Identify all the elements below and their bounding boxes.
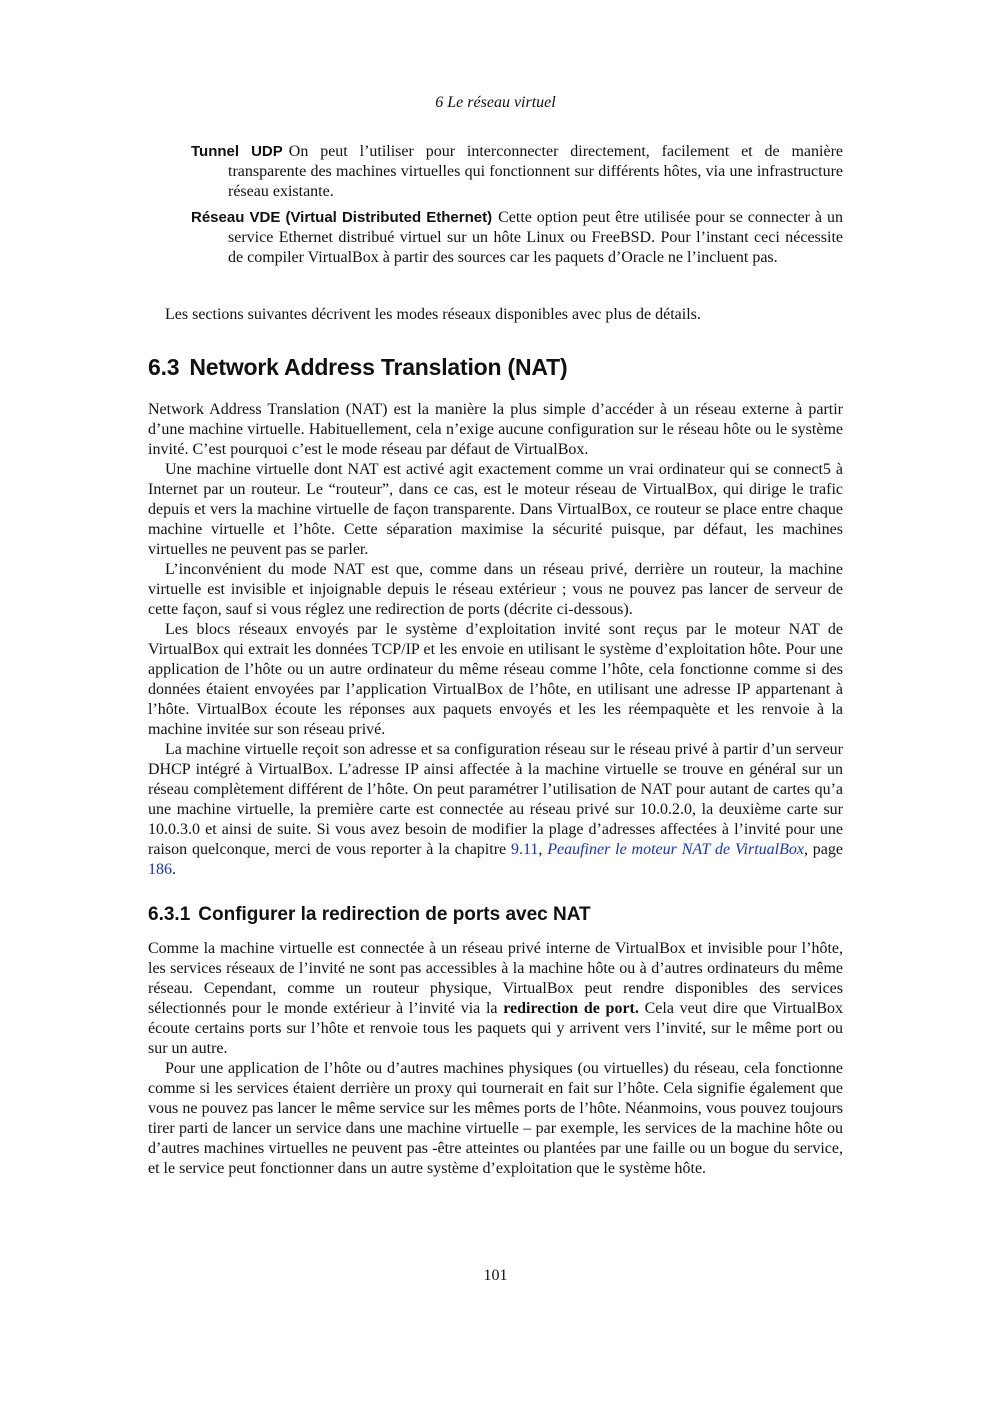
paragraph-text: La machine virtuelle reçoit son adresse et sa configuration réseau sur le réseau privé à partir d’un serveur DHCP intégré à VirtualBox. L’adresse IP ainsi affectée à la machine virtuelle se trouve en général sur un réseau complètement différent de l’hôte. On peut paramétrer l’utilisation de NAT pour autant de cartes qu’a une machine virtuelle, la première carte est connectée au réseau privé sur 10.0.2.0, la deuxième carte sur 10.0.3.0 et ainsi de suite. Si vous avez besoin de modifier la plage d’adresses affectées à l’invité pour une raison quelconque, merci de vous reporter à la chapitre	[148, 741, 843, 858]
paragraph: Une machine virtuelle dont NAT est activé agit exactement comme un vrai ordinateur qui se connect5 à Internet par un routeur. Le “routeur”, dans ce cas, est le moteur réseau de VirtualBox, qui dirige le trafic depuis et vers la machine virtuelle de façon transparente. Dans VirtualBox, ce routeur se place entre chaque machine virtuelle et l’hôte. Cette séparation maximise la sécurité puisque, par défaut, les machines virtuelles ne peuvent pas se parler.	[148, 461, 843, 558]
paragraph	[148, 740, 843, 880]
separator-text: ,	[538, 841, 548, 858]
definition-list	[191, 142, 843, 274]
paragraph: L’inconvénient du mode NAT est que, comme dans un réseau privé, derrière un routeur, la machine virtuelle est invisible et injoignable depuis le réseau extérieur ; vous ne pouvez pas lancer de serveur de cette façon, sauf si vous réglez une redirection de ports (décrite ci-dessous).	[148, 561, 843, 618]
subsection-body	[148, 939, 843, 1179]
section-title: Network Address Translation (NAT)	[189, 354, 568, 380]
paragraph: Pour une application de l’hôte ou d’autres machines physiques (ou virtuelles) du réseau, cela fonctionne comme si les services étaient derrière un proxy qui tournerait en fait sur l’hôte. Cela signifie également que vous ne pouvez pas lancer le même service sur les mêmes ports de l’hôte. Néanmoins, vous pouvez toujours tirer parti de lancer un service dans une machine virtuelle – par exemple, les services de la machine hôte ou d’autres machines virtuelles ne peuvent pas -être atteintes ou plantées par une faille ou un bogue du service, et le service peut fonctionner dans un autre système d’exploitation que le système hôte.	[148, 1060, 843, 1177]
definition-text: Cette option peut être utilisée pour se connecter à un service Ethernet distribué virtuel sur un hôte Linux ou FreeBSD. Pour l’instant ceci nécessite de compiler VirtualBox à partir des sources car les paquets d’Oracle ne l’incluent pas.	[228, 209, 843, 266]
subsection-title: Configurer la redirection de ports avec NAT	[198, 904, 591, 925]
definition-item	[191, 208, 843, 268]
paragraph-text: Cela veut dire que VirtualBox écoute certains ports sur l’hôte et renvoie tous les paquets qui y arrivent vers l’invité, sur le même port ou sur un autre.	[148, 1000, 843, 1057]
subsection-number: 6.3.1	[148, 904, 191, 925]
paragraph: Network Address Translation (NAT) est la manière la plus simple d’accéder à un réseau externe à partir d’une machine virtuelle. Habituellement, cela n’exige aucune configuration sur le réseau hôte ou le système invité. C’est pourquoi c’est le mode réseau par défaut de VirtualBox.	[148, 401, 843, 458]
document-page	[148, 0, 843, 1403]
definition-item	[191, 142, 843, 202]
definition-text: On peut l’utiliser pour interconnecter directement, facilement et de manière transparente des machines virtuelles qui fonctionnent sur différents hôtes, via une infrastructure réseau existante.	[228, 143, 843, 200]
subsection-heading	[148, 904, 591, 926]
section-heading	[148, 354, 567, 381]
definition-term: Tunnel UDP	[191, 143, 283, 160]
paragraph-text: Comme la machine virtuelle est connectée à un réseau privé interne de VirtualBox et invisible pour l’hôte, les services réseaux de l’invité ne sont pas accessibles à la machine hôte ou à d’autres ordinateurs du même réseau. Cependant, comme un routeur physique, VirtualBox peut rendre disponibles des services sélectionnés pour le monde extérieur à l’invité via la	[148, 940, 843, 1017]
section-number: 6.3	[148, 354, 180, 380]
separator-text: , page	[803, 841, 844, 858]
paragraph	[148, 939, 843, 1059]
definition-term: Réseau VDE (Virtual Distributed Ethernet)	[191, 209, 493, 226]
running-header: 6 Le réseau virtuel	[435, 94, 556, 111]
paragraph: Les blocs réseaux envoyés par le système d’exploitation invité sont reçus par le moteur NAT de VirtualBox qui extrait les données TCP/IP et les envoie en utilisant le système d’exploitation hôte. Pour une application de l’hôte ou un autre ordinateur du même réseau comme l’hôte, cela fonctionne comme si des données étaient envoyées par l’application VirtualBox de l’hôte, en utilisant une adresse IP appartenant à l’hôte. VirtualBox écoute les réponses aux paquets envoyés et les les réempaquète et les renvoie à la machine invitée sur son réseau privé.	[148, 621, 843, 738]
chapter-ref-link[interactable]: 9.11	[510, 841, 539, 858]
section-body	[148, 400, 843, 880]
separator-text: .	[172, 861, 176, 878]
page-number: 101	[483, 1267, 508, 1284]
page-ref-link[interactable]: 186	[148, 861, 172, 878]
chapter-title-link[interactable]: Peaufiner le moteur NAT de VirtualBox	[547, 841, 804, 858]
bold-term: redirection de port.	[503, 1000, 639, 1017]
intro-paragraph: Les sections suivantes décrivent les modes réseaux disponibles avec plus de détails.	[165, 306, 701, 323]
